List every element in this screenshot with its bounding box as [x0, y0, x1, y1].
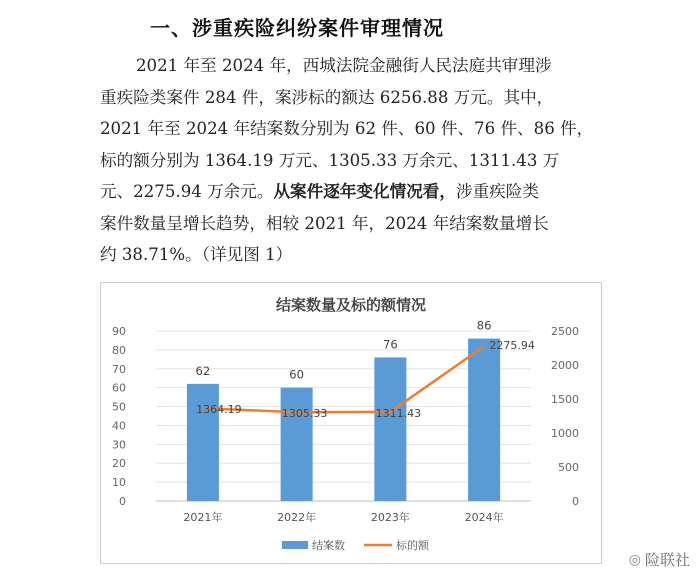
bar-value-label: 62 [195, 363, 211, 378]
right-axis-tick: 1500 [551, 393, 579, 406]
left-axis-tick: 90 [112, 325, 126, 338]
left-axis-tick: 20 [112, 457, 126, 471]
legend-label-bar: 结案数 [312, 539, 345, 552]
paragraph-text: 元、2275.94 万余元。 [100, 182, 274, 201]
paragraph-line: 约 38.71%。（详见图 1） [100, 245, 293, 264]
paragraph-line: 标的额分别为 1364.19 万元、1305.33 万余元、1311.43 万 [100, 150, 560, 170]
section-heading: 一、涉重疾险纠纷案件审理情况 [150, 16, 444, 40]
left-axis-tick: 40 [112, 419, 126, 433]
chart-title: 结案数量及标的额情况 [275, 296, 427, 314]
left-axis-tick: 80 [112, 343, 126, 357]
x-axis-tick: 2024年 [464, 511, 504, 524]
bar [187, 384, 219, 501]
left-axis-tick: 10 [112, 476, 126, 490]
paragraph-line: 案件数量呈增长趋势，相较 2021 年，2024 年结案数量增长 [100, 213, 549, 233]
right-axis-tick: 500 [558, 461, 579, 474]
series-line [203, 346, 484, 412]
left-axis-tick: 30 [112, 438, 126, 452]
chart-legend [282, 538, 430, 552]
paragraph-emphasis: 从案件逐年变化情况看， [273, 182, 456, 201]
watermark-text: 险联社 [644, 551, 690, 569]
body-paragraph [100, 50, 612, 271]
paragraph-line [100, 176, 612, 208]
right-axis-tick: 2000 [551, 359, 579, 372]
bar [281, 388, 313, 501]
legend-label-line: 标的额 [396, 539, 429, 552]
left-axis-tick: 70 [112, 362, 126, 376]
paragraph-line: 2021 年至 2024 年结案数分别为 62 件、60 件、76 件、86 件， [100, 119, 594, 138]
x-axis-tick: 2023年 [370, 511, 410, 524]
left-axis-tick: 60 [112, 381, 126, 395]
left-axis-tick: 0 [119, 495, 126, 508]
paragraph-text: 涉重疾险类 [456, 182, 539, 201]
right-axis-tick: 2500 [551, 325, 579, 338]
line-value-label: 1364.19 [196, 403, 242, 417]
bar-value-label: 60 [289, 367, 304, 382]
left-axis-tick: 50 [112, 400, 126, 414]
x-axis-tick: 2021年 [183, 511, 223, 524]
line-value-label: 1305.33 [281, 407, 328, 421]
right-axis-tick: 1000 [551, 427, 579, 440]
line-value-label: 2275.94 [489, 339, 535, 353]
right-axis-tick: 0 [572, 495, 579, 508]
bar-value-label: 76 [383, 337, 398, 352]
legend-swatch-bar [282, 541, 308, 549]
bar [374, 357, 406, 501]
bar-value-label: 86 [476, 318, 492, 333]
bar [468, 339, 500, 501]
paragraph-line: 2021 年至 2024 年，西城法院金融街人民法庭共审理涉 [136, 56, 552, 75]
paragraph-line: 重疾险类案件 284 件，案涉标的额达 6256.88 万元。其中， [100, 87, 554, 107]
line-value-label: 1311.43 [375, 406, 422, 420]
watermark [629, 549, 690, 570]
chart-frame [100, 282, 602, 564]
weibo-icon: ◎ [628, 551, 641, 568]
x-axis-tick: 2022年 [277, 511, 317, 524]
combo-chart [101, 283, 601, 563]
